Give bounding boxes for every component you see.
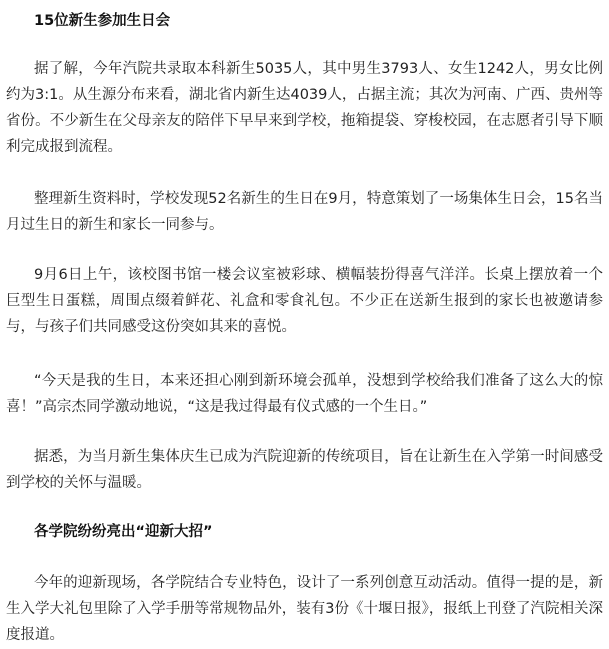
paragraph-tradition: 据悉，为当月新生集体庆生已成为汽院迎新的传统项目，旨在让新生在入学第一时间感受到学校的关怀与温暖。	[6, 449, 603, 491]
section-heading-welcome-activities: 各学院纷纷亮出“迎新大招”	[34, 524, 213, 540]
section-heading-birthday-party: 15位新生参加生日会	[34, 13, 171, 29]
paragraph-enrollment-stats: 据了解，今年汽院共录取本科新生5035人，其中男生3793人、女生1242人，男女比例约为3:1。从生源分布来看，湖北省内新生达4039人，占据主流；其次为河南、广西、贵州等省份。不少新生在父母亲友的陪伴下早早来到学校，拖箱提袋、穿梭校园，在志愿者引导下顺利完成报到流程。	[6, 61, 603, 155]
paragraph-birthday-plan: 整理新生资料时，学校发现52名新生的生日在9月，特意策划了一场集体生日会，15名当月过生日的新生和家长一同参与。	[6, 191, 603, 233]
paragraph-student-quote: “今天是我的生日，本来还担心刚到新环境会孤单，没想到学校给我们准备了这么大的惊喜！”高宗杰同学激动地说，“这是我过得最有仪式感的一个生日。”	[6, 373, 603, 415]
paragraph-welcome-gifts: 今年的迎新现场，各学院结合专业特色，设计了一系列创意互动活动。值得一提的是，新生入学大礼包里除了入学手册等常规物品外，装有3份《十堰日报》，报纸上刊登了汽院相关深度报道。	[6, 575, 603, 643]
paragraph-party-scene: 9月6日上午，该校图书馆一楼会议室被彩球、横幅装扮得喜气洋洋。长桌上摆放着一个巨型生日蛋糕，周围点缀着鲜花、礼盒和零食礼包。不少正在送新生报到的家长也被邀请参与，与孩子们共同感受这份突如其来的喜悦。	[6, 267, 603, 335]
